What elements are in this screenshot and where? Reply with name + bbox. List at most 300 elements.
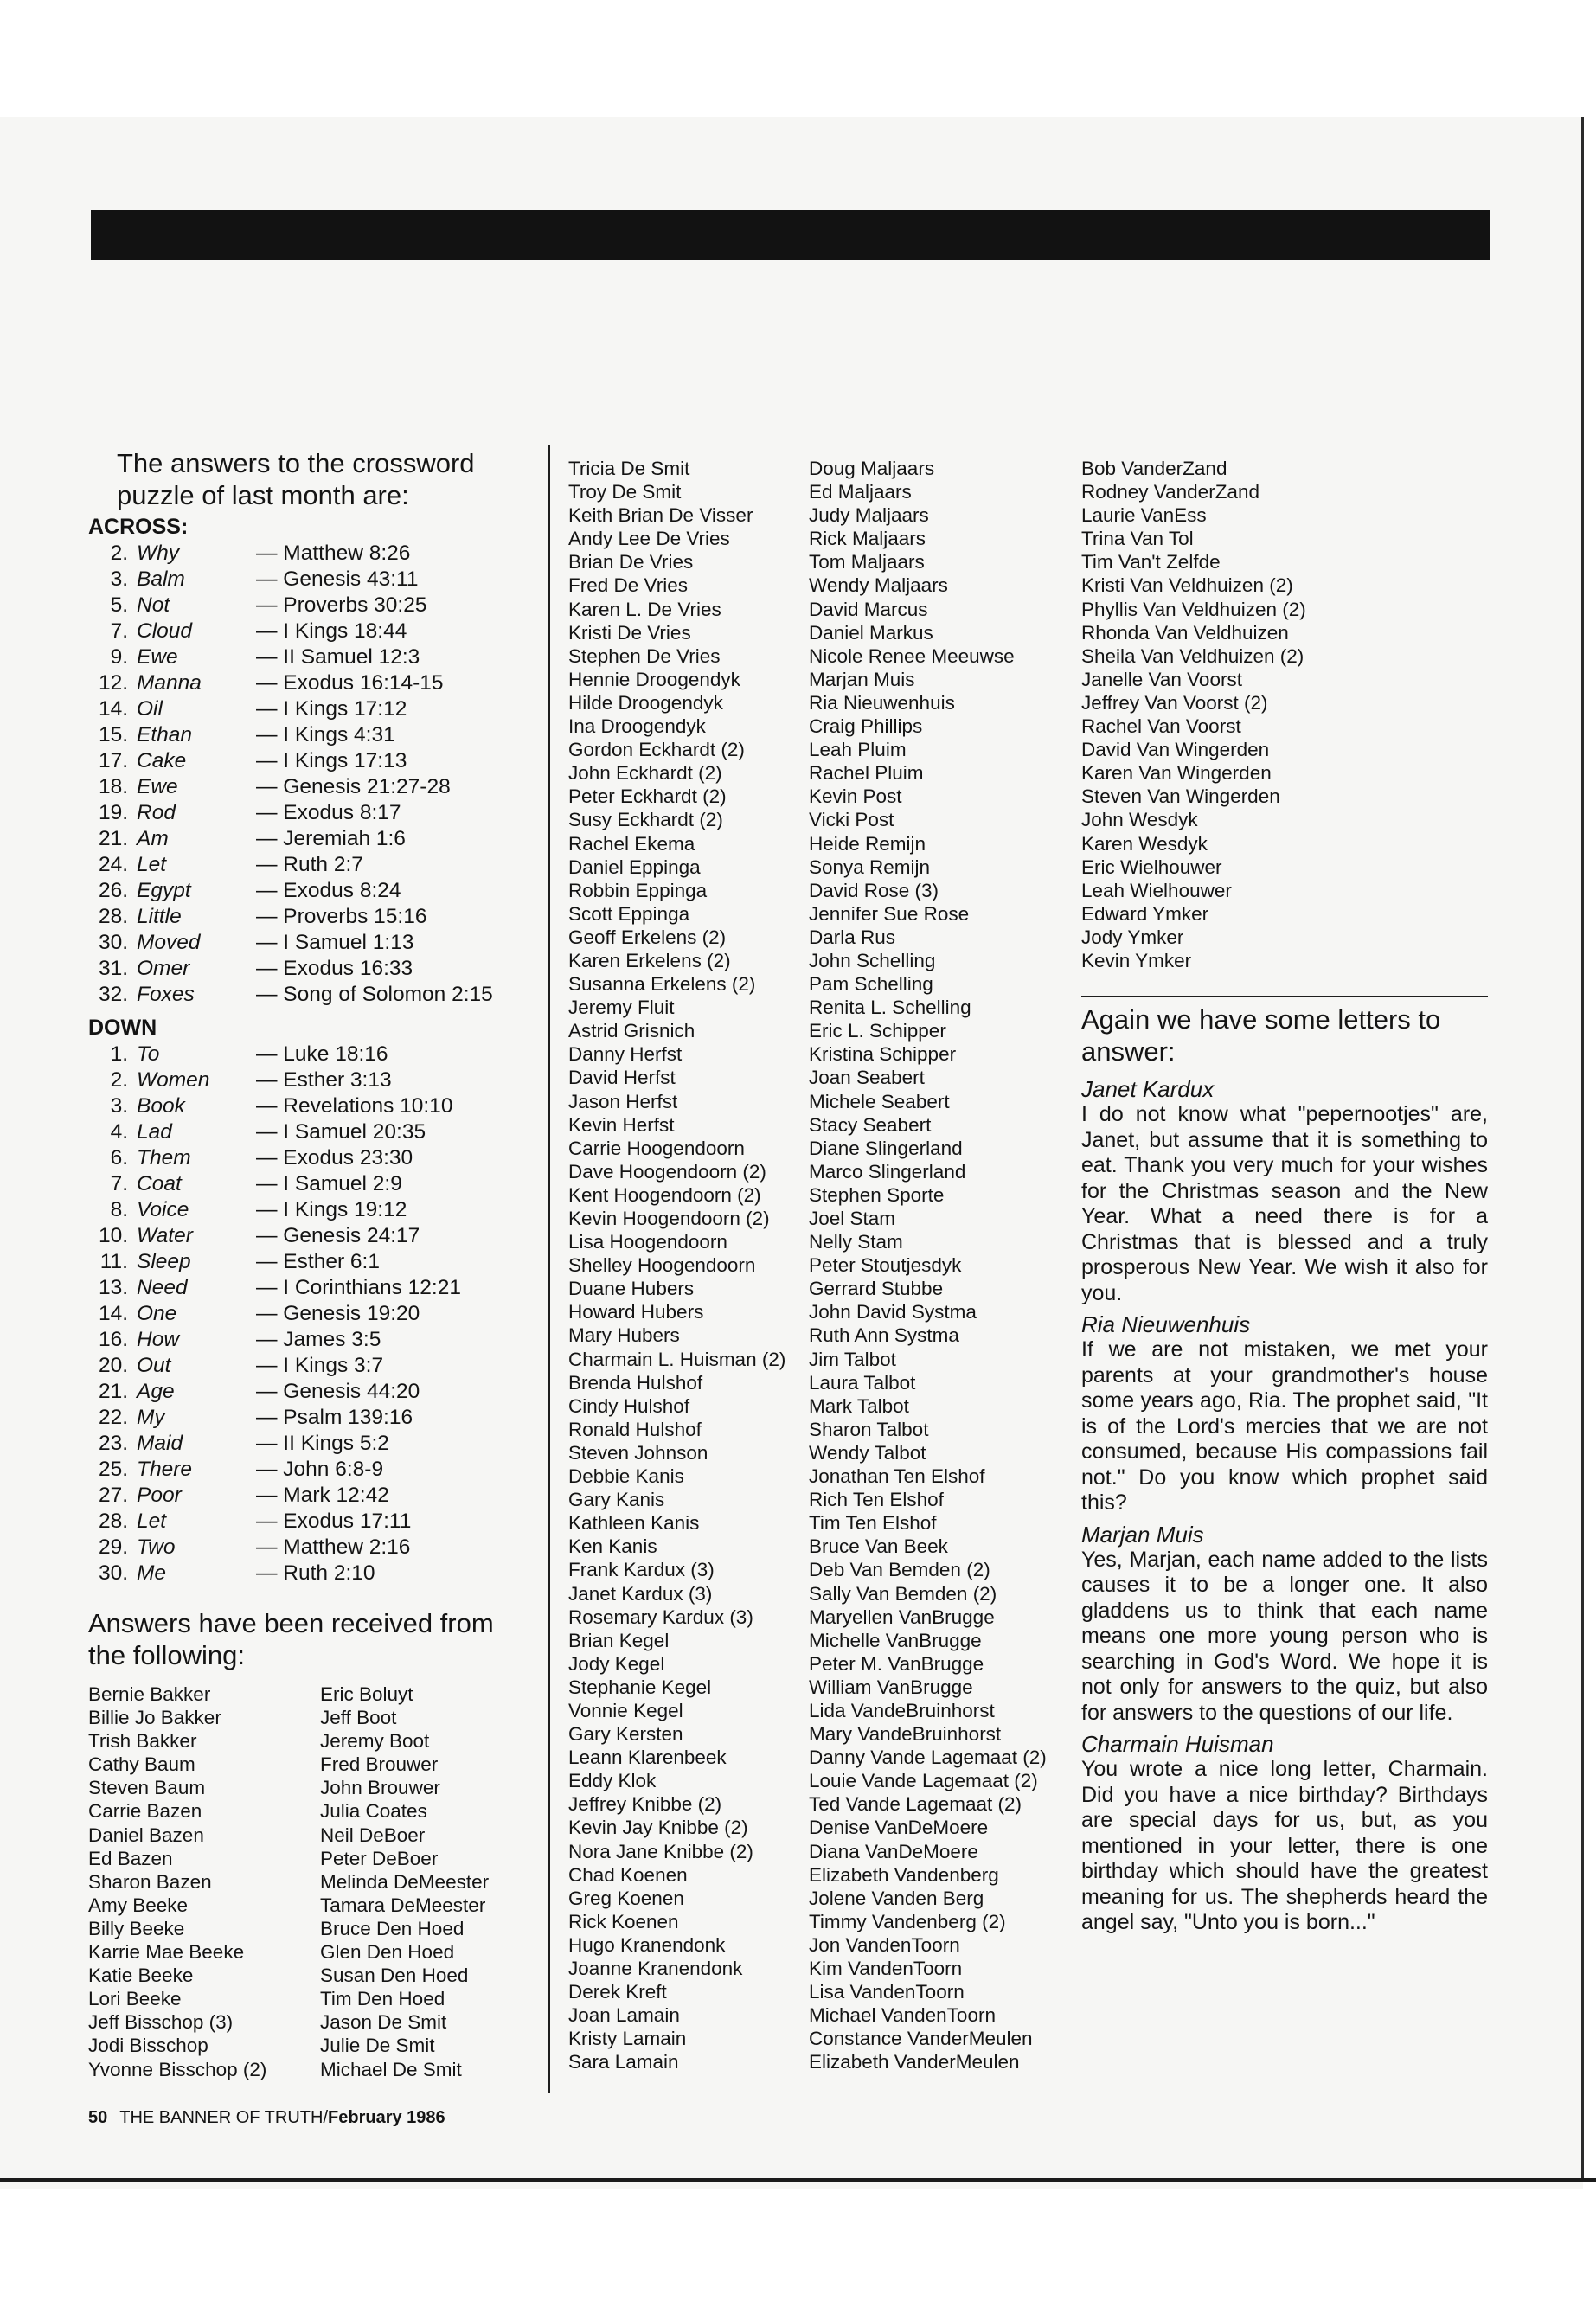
answer-word: Oil (137, 697, 163, 721)
name-entry: Darla Rus (809, 926, 896, 948)
name-entry: Sally Van Bemden (2) (809, 1582, 997, 1605)
clue-number: 22. (98, 1406, 128, 1429)
clue-number: 7. (110, 619, 128, 643)
answer-word: Egypt (137, 879, 191, 902)
name-entry: David Herfst (568, 1067, 676, 1089)
answer-word: Not (137, 593, 170, 617)
page-footer (88, 2108, 445, 2128)
name-entry: Leann Klarenbeek (568, 1747, 727, 1769)
name-entry: Ruth Ann Systma (809, 1324, 959, 1347)
answer-word: Let (137, 853, 167, 876)
scripture-reference: — Exodus 17:11 (256, 1509, 412, 1533)
name-entry: Eddy Klok (568, 1770, 657, 1792)
name-entry: David Rose (3) (809, 879, 939, 901)
answer-word: Age (137, 1380, 175, 1403)
name-entry: Greg Koenen (568, 1887, 684, 1909)
down-answer-row (88, 1223, 538, 1249)
answer-word: Lad (137, 1120, 172, 1144)
name-entry: Lisa Hoogendoorn (568, 1231, 727, 1253)
name-entry: Jason Herfst (568, 1090, 678, 1112)
name-entry: Wendy Talbot (809, 1441, 926, 1464)
name-entry: Jolene Vanden Berg (809, 1887, 984, 1909)
across-answer-row (88, 800, 538, 826)
down-answer-row (88, 1093, 538, 1119)
name-entry: Ed Maljaars (809, 481, 912, 503)
name-entry: Laura Talbot (809, 1371, 916, 1394)
clue-number: 5. (110, 593, 128, 617)
clue-number: 27. (98, 1484, 128, 1507)
answer-word: To (137, 1042, 160, 1066)
name-entry: Danny Herfst (568, 1043, 683, 1066)
names-column-a (88, 1682, 266, 2081)
scripture-reference: — I Corinthians 12:21 (256, 1276, 461, 1299)
name-entry: Louie Vande Lagemaat (2) (809, 1770, 1038, 1792)
name-entry: Sharon Talbot (809, 1418, 929, 1440)
name-entry: Rachel Pluim (809, 762, 924, 785)
answer-word: Little (137, 905, 182, 928)
name-entry: Fred De Vries (568, 574, 688, 597)
name-entry: Nora Jane Knibbe (2) (568, 1840, 753, 1862)
name-entry: Yvonne Bisschop (2) (88, 2058, 267, 2080)
scripture-reference: — I Kings 4:31 (256, 723, 395, 747)
name-entry: Jason De Smit (320, 2011, 447, 2034)
answer-word: Sleep (137, 1250, 191, 1273)
name-entry: Eric Wielhouwer (1081, 856, 1222, 878)
answer-word: One (137, 1302, 177, 1325)
clue-number: 18. (98, 775, 128, 798)
scripture-reference: — I Kings 17:12 (256, 697, 407, 721)
name-entry: Ria Nieuwenhuis (809, 691, 955, 714)
scripture-reference: — I Kings 17:13 (256, 749, 407, 772)
name-entry: Steven Johnson (568, 1441, 708, 1464)
name-entry: Deb Van Bemden (2) (809, 1559, 990, 1581)
name-entry: Lori Beeke (88, 1988, 182, 2010)
across-answer-row (88, 878, 538, 904)
name-entry: Michael VandenToorn (809, 2004, 996, 2027)
down-answer-row (88, 1561, 538, 1586)
name-entry: Tim Ten Elshof (809, 1512, 937, 1535)
answer-word: Ewe (137, 775, 178, 798)
name-entry: Denise VanDeMoere (809, 1817, 989, 1839)
name-entry: Eric L. Schipper (809, 1020, 946, 1042)
name-entry: Gordon Eckhardt (2) (568, 739, 745, 761)
name-entry: Jeffrey Knibbe (2) (568, 1793, 722, 1816)
name-entry: Gary Kersten (568, 1723, 683, 1746)
clue-number: 29. (98, 1535, 128, 1559)
clue-number: 15. (98, 723, 128, 747)
name-entry: Carrie Hoogendoorn (568, 1137, 745, 1159)
name-entry: Ina Droogendyk (568, 715, 706, 738)
clue-number: 13. (98, 1276, 128, 1299)
name-entry: Heide Remijn (809, 832, 926, 855)
name-entry: Joanne Kranendonk (568, 1958, 743, 1979)
name-entry: Daniel Markus (809, 621, 933, 644)
name-entry: Leah Pluim (809, 739, 907, 761)
name-entry: Bruce Den Hoed (320, 1917, 465, 1939)
scripture-reference: — Genesis 44:20 (256, 1380, 420, 1403)
name-entry: Stephen Sporte (809, 1183, 945, 1206)
across-answer-row (88, 696, 538, 722)
clue-number: 6. (110, 1146, 128, 1170)
answer-word: Cloud (137, 619, 193, 643)
answer-word: Them (137, 1146, 191, 1170)
name-entry: Rodney VanderZand (1081, 481, 1259, 503)
name-entry: Pam Schelling (809, 973, 933, 996)
name-entry: Troy De Smit (568, 481, 682, 503)
name-entry: Maryellen VanBrugge (809, 1606, 995, 1628)
name-entry: Tricia De Smit (568, 458, 690, 479)
name-entry: Sara Lamain (568, 2051, 679, 2073)
name-entry: Timmy Vandenberg (2) (809, 1910, 1006, 1932)
name-entry: Nicole Renee Meeuwse (809, 644, 1015, 667)
down-answer-row (88, 1457, 538, 1483)
scripture-reference: — I Samuel 2:9 (256, 1172, 402, 1195)
across-answer-row (88, 644, 538, 670)
name-entry: William VanBrugge (809, 1676, 973, 1698)
scripture-reference: — Jeremiah 1:6 (256, 827, 406, 850)
name-entry: Carrie Bazen (88, 1800, 202, 1823)
scripture-reference: — Exodus 23:30 (256, 1146, 413, 1170)
name-entry: Karen Van Wingerden (1081, 762, 1272, 785)
answer-word: Ewe (137, 645, 178, 669)
name-entry: Susy Eckhardt (2) (568, 809, 723, 831)
name-entry: Elizabeth VanderMeulen (809, 2051, 1020, 2073)
page-number: 50 (88, 2108, 108, 2127)
scripture-reference: — Genesis 19:20 (256, 1302, 420, 1325)
name-entry: Eric Boluyt (320, 1683, 413, 1705)
letter-recipient: Marjan Muis (1081, 1521, 1204, 1548)
name-entry: Joan Lamain (568, 2004, 680, 2027)
name-entry: Jeremy Boot (320, 1730, 430, 1753)
clue-number: 16. (98, 1328, 128, 1351)
name-entry: Ronald Hulshof (568, 1418, 702, 1440)
answer-word: Water (137, 1224, 193, 1247)
clue-number: 9. (110, 645, 128, 669)
name-entry: Rosemary Kardux (3) (568, 1606, 753, 1628)
name-entry: John Eckhardt (2) (568, 762, 722, 785)
name-entry: Bruce Van Beek (809, 1535, 948, 1558)
scripture-reference: — Exodus 8:17 (256, 801, 401, 824)
down-answer-row (88, 1301, 538, 1327)
name-entry: Keith Brian De Visser (568, 504, 753, 527)
across-answer-row (88, 826, 538, 852)
name-entry: Edward Ymker (1081, 902, 1209, 925)
name-entry: Lida VandeBruinhorst (809, 1699, 995, 1721)
name-entry: Melinda DeMeester (320, 1870, 490, 1893)
name-entry: Julia Coates (320, 1800, 427, 1823)
name-entry: Rich Ten Elshof (809, 1489, 944, 1511)
quiz-heading: The answers to the crossword puzzle of last month are: (117, 448, 475, 510)
header-banner (91, 210, 1490, 260)
name-entry: Wendy Maljaars (809, 574, 948, 597)
down-answer-row (88, 1042, 538, 1067)
name-entry: Stephanie Kegel (568, 1676, 712, 1698)
name-entry: Daniel Bazen (88, 1823, 204, 1846)
across-answer-row (88, 541, 538, 567)
name-entry: Geoff Erkelens (2) (568, 926, 727, 948)
name-entry: Judy Maljaars (809, 504, 929, 527)
name-entry: Hilde Droogendyk (568, 691, 723, 714)
name-entry: Vicki Post (809, 809, 894, 831)
clue-number: 17. (98, 749, 128, 772)
name-entry: Mary VandeBruinhorst (809, 1723, 1002, 1746)
name-entry: Trish Bakker (88, 1730, 197, 1753)
name-entry: Kevin Ymker (1081, 949, 1192, 971)
name-entry: Rachel Van Voorst (1081, 715, 1241, 738)
page-edge-shadow (1581, 117, 1584, 2180)
letters-section (1081, 1003, 1488, 1941)
down-answer-row (88, 1067, 538, 1093)
clue-number: 31. (98, 957, 128, 980)
scripture-reference: — Exodus 8:24 (256, 879, 401, 902)
clue-number: 1. (110, 1042, 128, 1066)
scripture-reference: — James 3:5 (256, 1328, 381, 1351)
name-entry: Michele Seabert (809, 1090, 950, 1112)
name-entry: Frank Kardux (3) (568, 1559, 715, 1581)
name-entry: Kevin Post (809, 785, 902, 808)
name-entry: Sonya Remijn (809, 856, 931, 878)
name-entry: Brian De Vries (568, 551, 694, 574)
scripture-reference: — Song of Solomon 2:15 (256, 983, 493, 1006)
name-entry: Jodi Bisschop (88, 2035, 208, 2057)
name-entry: Danny Vande Lagemaat (2) (809, 1747, 1047, 1769)
name-entry: Bernie Bakker (88, 1683, 211, 1705)
clue-number: 30. (98, 931, 128, 954)
answer-word: Rod (137, 801, 176, 824)
clue-number: 14. (98, 697, 128, 721)
letters-list (1081, 1076, 1488, 1936)
clue-number: 30. (98, 1561, 128, 1585)
down-answer-row (88, 1145, 538, 1171)
clue-number: 28. (98, 905, 128, 928)
name-entry: Trina Van Tol (1081, 528, 1194, 550)
name-entry: Peter DeBoer (320, 1847, 439, 1869)
name-entry: Rachel Ekema (568, 832, 695, 855)
clue-number: 25. (98, 1458, 128, 1481)
down-answer-row (88, 1353, 538, 1379)
name-entry: Cindy Hulshof (568, 1394, 690, 1417)
name-entry: Peter Eckhardt (2) (568, 785, 727, 808)
scripture-reference: — Genesis 24:17 (256, 1224, 420, 1247)
name-entry: Steven Baum (88, 1777, 206, 1799)
name-entry: Andy Lee De Vries (568, 528, 730, 550)
down-answer-row (88, 1431, 538, 1457)
scripture-reference: — Psalm 139:16 (256, 1406, 413, 1429)
across-answer-row (88, 930, 538, 956)
name-entry: Bob VanderZand (1081, 458, 1227, 479)
down-answer-row (88, 1509, 538, 1535)
scripture-reference: — Genesis 43:11 (256, 567, 419, 591)
name-entry: Constance VanderMeulen (809, 2028, 1033, 2050)
down-answer-row (88, 1249, 538, 1275)
name-entry: Susanna Erkelens (2) (568, 973, 756, 996)
answer-word: Out (137, 1354, 171, 1377)
scripture-reference: — Proverbs 15:16 (256, 905, 427, 928)
names-column-3 (809, 457, 1047, 2073)
names-column-4 (1081, 457, 1306, 972)
name-entry: Cathy Baum (88, 1753, 195, 1776)
scripture-reference: — Exodus 16:33 (256, 957, 413, 980)
answer-word: Let (137, 1509, 167, 1533)
across-label: ACROSS: (88, 515, 189, 539)
answer-word: Moved (137, 931, 201, 954)
across-list (88, 541, 538, 1008)
name-entry: Kristi De Vries (568, 621, 691, 644)
name-entry: Robbin Eppinga (568, 879, 708, 901)
name-entry: Kristy Lamain (568, 2028, 687, 2050)
answer-word: My (137, 1406, 165, 1429)
letter-reply: Yes, Marjan, each name added to the lists causes it to be a longer one. It also gladdens us to think that each name means one more young person who is searching in God's Word. We hope it is not only for answers to the quiz, but also for answers to the questions of our life. (1081, 1547, 1488, 1725)
scripture-reference: — Exodus 16:14-15 (256, 671, 444, 695)
name-entry: Kristina Schipper (809, 1043, 957, 1066)
name-entry: Shelley Hoogendoorn (568, 1254, 756, 1277)
name-entry: Marco Slingerland (809, 1160, 966, 1183)
scripture-reference: — Esther 3:13 (256, 1068, 392, 1092)
name-entry: Katie Beeke (88, 1965, 194, 1987)
name-entry: Hugo Kranendonk (568, 1933, 726, 1956)
answer-word: Need (137, 1276, 188, 1299)
name-entry: Astrid Grisnich (568, 1020, 695, 1042)
answer-word: Am (137, 827, 169, 850)
names-column-2 (568, 457, 785, 2073)
name-entry: Jennifer Sue Rose (809, 902, 970, 925)
clue-number: 12. (98, 671, 128, 695)
clue-number: 21. (98, 1380, 128, 1403)
answer-word: Two (137, 1535, 176, 1559)
across-answer-row (88, 593, 538, 619)
name-entry: Gary Kanis (568, 1489, 665, 1511)
clue-number: 8. (110, 1198, 128, 1221)
scripture-reference: — I Kings 18:44 (256, 619, 407, 643)
scripture-reference: — Luke 18:16 (256, 1042, 388, 1066)
name-entry: Sharon Bazen (88, 1870, 212, 1893)
name-entry: John David Systma (809, 1301, 977, 1324)
clue-number: 2. (110, 1068, 128, 1092)
name-entry: Gerrard Stubbe (809, 1278, 944, 1300)
clue-number: 14. (98, 1302, 128, 1325)
letter-recipient: Charmain Huisman (1081, 1731, 1274, 1757)
scripture-reference: — Proverbs 30:25 (256, 593, 427, 617)
answer-word: Book (137, 1094, 185, 1118)
down-answer-row (88, 1119, 538, 1145)
scripture-reference: — Revelations 10:10 (256, 1094, 453, 1118)
answer-word: Balm (137, 567, 185, 591)
name-entry: Karrie Mae Beeke (88, 1941, 245, 1964)
clue-number: 2. (110, 542, 128, 565)
clue-number: 11. (99, 1250, 128, 1273)
clue-number: 10. (98, 1224, 128, 1247)
name-entry: Nelly Stam (809, 1231, 903, 1253)
clue-number: 19. (98, 801, 128, 824)
scripture-reference: — John 6:8-9 (256, 1458, 384, 1481)
scripture-reference: — Matthew 2:16 (256, 1535, 411, 1559)
down-label: DOWN (88, 1016, 157, 1040)
across-answer-row (88, 852, 538, 878)
name-entry: Duane Hubers (568, 1278, 695, 1300)
name-entry: Rick Maljaars (809, 528, 926, 550)
answer-word: Foxes (137, 983, 195, 1006)
answer-word: Women (137, 1068, 210, 1092)
across-answer-row (88, 774, 538, 800)
name-entry: Neil DeBoer (320, 1823, 426, 1846)
name-entry: Phyllis Van Veldhuizen (2) (1081, 598, 1306, 620)
name-entry: Tom Maljaars (809, 551, 925, 574)
answer-word: Omer (137, 957, 190, 980)
name-entry: Julie De Smit (320, 2035, 435, 2057)
name-entry: Kathleen Kanis (568, 1512, 700, 1535)
scripture-reference: — Ruth 2:7 (256, 853, 363, 876)
name-entry: Janelle Van Voorst (1081, 668, 1242, 690)
clue-number: 21. (98, 827, 128, 850)
clue-number: 3. (110, 567, 128, 591)
clue-number: 32. (98, 983, 128, 1006)
across-answer-row (88, 567, 538, 593)
down-answer-row (88, 1535, 538, 1561)
name-entry: Joan Seabert (809, 1067, 925, 1089)
name-entry: Karen Erkelens (2) (568, 949, 731, 971)
name-entry: Tim Den Hoed (320, 1988, 445, 2010)
name-entry: Jeffrey Van Voorst (2) (1081, 691, 1268, 714)
clue-number: 4. (110, 1120, 128, 1144)
name-entry: Joel Stam (809, 1208, 896, 1229)
name-entry: Daniel Eppinga (568, 856, 701, 878)
down-answer-row (88, 1327, 538, 1353)
name-entry: Brian Kegel (568, 1629, 670, 1651)
name-entry: Jeff Bisschop (3) (88, 2011, 234, 2034)
name-entry: Ed Bazen (88, 1847, 173, 1869)
name-entry: Kevin Hoogendoorn (2) (568, 1208, 770, 1229)
name-entry: Mary Hubers (568, 1324, 680, 1347)
name-entry: Peter Stoutjesdyk (809, 1254, 962, 1277)
clue-number: 24. (98, 853, 128, 876)
name-entry: Karen Wesdyk (1081, 832, 1208, 855)
name-entry: Glen Den Hoed (320, 1941, 455, 1964)
name-entry: Renita L. Schelling (809, 997, 971, 1019)
answer-word: Manna (137, 671, 202, 695)
name-entry: Leah Wielhouwer (1081, 879, 1232, 901)
page-bottom-rule (0, 2178, 1596, 2182)
answer-word: There (137, 1458, 193, 1481)
answer-word: Voice (137, 1198, 189, 1221)
name-entry: Amy Beeke (88, 1894, 189, 1916)
scripture-reference: — Esther 6:1 (256, 1250, 380, 1273)
quiz-answers (88, 447, 538, 1586)
received-heading: Answers have been received from the following: (88, 1608, 494, 1670)
name-entry: Michael De Smit (320, 2058, 462, 2080)
name-entry: Rhonda Van Veldhuizen (1081, 621, 1289, 644)
scripture-reference: — I Kings 19:12 (256, 1198, 407, 1221)
letters-heading: Again we have some letters to answer: (1081, 1004, 1441, 1067)
letter-recipient: Janet Kardux (1081, 1076, 1215, 1102)
received-heading-block (88, 1607, 538, 1671)
names-column-b (320, 1682, 489, 2081)
answer-word: Coat (137, 1172, 182, 1195)
letter-reply: I do not know what "pepernootjes" are, Janet, but assume that it is something to eat. Thank you very much for your wishes for the Christmas season and the New Year. What a need there is for a Christmas that is blessed and a truly prosperous New Year. We wish it also for you. (1081, 1102, 1488, 1305)
name-entry: Kim VandenToorn (809, 1958, 963, 1979)
name-entry: David Marcus (809, 598, 928, 620)
name-entry: David Van Wingerden (1081, 739, 1270, 761)
name-entry: Craig Phillips (809, 715, 923, 738)
name-entry: Doug Maljaars (809, 458, 935, 479)
down-answer-row (88, 1197, 538, 1223)
letter-recipient: Ria Nieuwenhuis (1081, 1311, 1251, 1337)
name-entry: Sheila Van Veldhuizen (2) (1081, 644, 1304, 667)
across-answer-row (88, 904, 538, 930)
answer-word: Why (137, 542, 179, 565)
publication-name: THE BANNER OF TRUTH/ (119, 2108, 329, 2127)
name-entry: John Wesdyk (1081, 809, 1198, 831)
name-entry: Steven Van Wingerden (1081, 785, 1280, 808)
